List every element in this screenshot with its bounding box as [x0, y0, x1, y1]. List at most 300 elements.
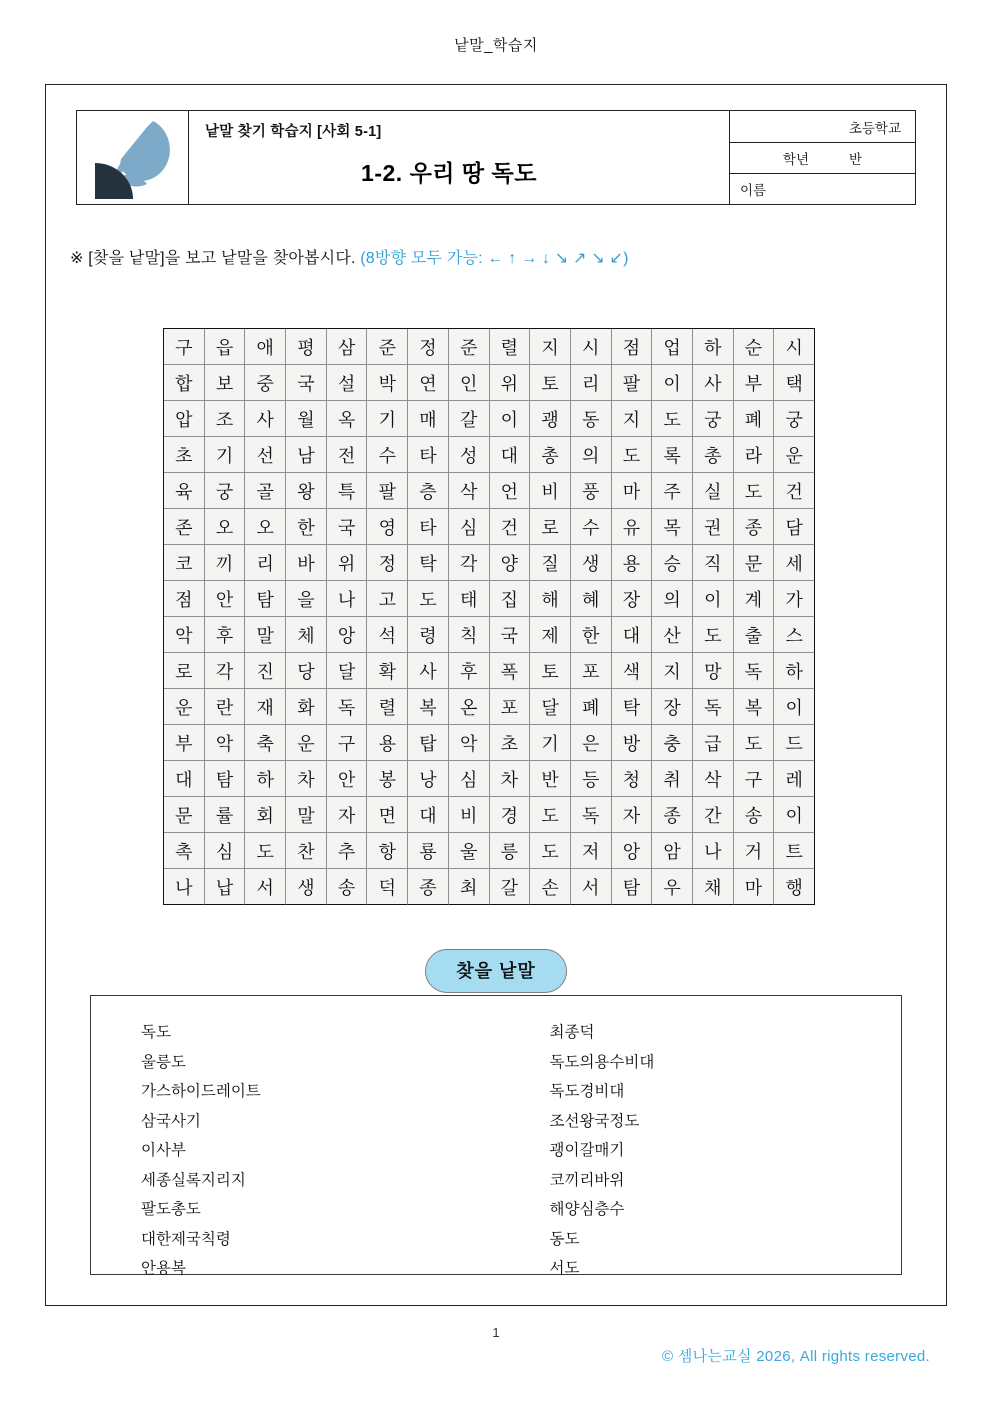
- grid-cell[interactable]: 지: [652, 653, 693, 689]
- grid-cell[interactable]: 생: [286, 869, 327, 905]
- wordlist-column-left: [91, 1018, 493, 1277]
- grid-cell[interactable]: 독: [571, 797, 612, 833]
- grid-cell[interactable]: 탐: [245, 581, 286, 617]
- grid-cell[interactable]: 목: [652, 509, 693, 545]
- grid-cell[interactable]: 사: [245, 401, 286, 437]
- grid-cell[interactable]: 납: [205, 869, 246, 905]
- grid-cell[interactable]: 끼: [205, 545, 246, 581]
- grid-cell[interactable]: 급: [693, 725, 734, 761]
- grid-cell[interactable]: 정: [367, 545, 408, 581]
- grid-cell[interactable]: 확: [367, 653, 408, 689]
- grid-cell[interactable]: 시: [571, 329, 612, 365]
- grid-cell[interactable]: 릉: [490, 833, 531, 869]
- grid-cell[interactable]: 제: [530, 617, 571, 653]
- grid-cell[interactable]: 렬: [367, 689, 408, 725]
- grid-cell[interactable]: 궁: [205, 473, 246, 509]
- grid-cell[interactable]: 탑: [408, 725, 449, 761]
- droplet-leaf-icon: [81, 113, 186, 203]
- grid-cell[interactable]: 부: [164, 725, 205, 761]
- grid-cell[interactable]: 옥: [327, 401, 368, 437]
- grid-cell[interactable]: 악: [205, 725, 246, 761]
- grid-cell[interactable]: 간: [693, 797, 734, 833]
- grid-cell[interactable]: 이: [490, 401, 531, 437]
- wordlist-badge-wrap: [46, 949, 946, 993]
- grid-cell[interactable]: 권: [693, 509, 734, 545]
- grid-cell[interactable]: 지: [530, 329, 571, 365]
- grid-cell[interactable]: 탐: [205, 761, 246, 797]
- grid-cell[interactable]: 한: [286, 509, 327, 545]
- school-info-cell: [730, 110, 916, 205]
- grid-cell[interactable]: 취: [652, 761, 693, 797]
- grid-cell[interactable]: 갈: [449, 401, 490, 437]
- wordlist-item: 괭이갈매기: [549, 1141, 625, 1159]
- grid-cell[interactable]: 대: [612, 617, 653, 653]
- grid-cell[interactable]: 연: [408, 365, 449, 401]
- grid-cell[interactable]: 주: [652, 473, 693, 509]
- wordlist-item: 해양심층수: [549, 1200, 625, 1218]
- grid-cell[interactable]: 종: [734, 509, 775, 545]
- grid-cell[interactable]: 이: [693, 581, 734, 617]
- grid-cell[interactable]: 계: [734, 581, 775, 617]
- grid-cell[interactable]: 순: [734, 329, 775, 365]
- grid-cell[interactable]: 독: [327, 689, 368, 725]
- grid-cell[interactable]: 설: [327, 365, 368, 401]
- wordlist-item: 독도: [141, 1023, 171, 1041]
- grid-cell[interactable]: 거: [734, 833, 775, 869]
- grid-cell[interactable]: 복: [734, 689, 775, 725]
- grid-cell[interactable]: 육: [164, 473, 205, 509]
- grid-cell[interactable]: 령: [408, 617, 449, 653]
- grid-cell[interactable]: 읍: [205, 329, 246, 365]
- grid-cell[interactable]: 문: [734, 545, 775, 581]
- grid-cell[interactable]: 반: [530, 761, 571, 797]
- grid-cell[interactable]: 산: [652, 617, 693, 653]
- grid-cell[interactable]: 문: [164, 797, 205, 833]
- grid-cell[interactable]: 충: [652, 725, 693, 761]
- grid-cell[interactable]: 궁: [693, 401, 734, 437]
- grid-cell[interactable]: 말: [245, 617, 286, 653]
- grid-cell[interactable]: 궁: [774, 401, 815, 437]
- grid-cell[interactable]: 태: [449, 581, 490, 617]
- grid-cell[interactable]: 심: [205, 833, 246, 869]
- grid-cell[interactable]: 정: [408, 329, 449, 365]
- name-label: 이름: [740, 183, 767, 198]
- grid-cell[interactable]: 악: [164, 617, 205, 653]
- grid-cell[interactable]: 우: [652, 869, 693, 905]
- grid-cell[interactable]: 종: [408, 869, 449, 905]
- grid-cell[interactable]: 탐: [612, 869, 653, 905]
- grid-cell[interactable]: 왕: [286, 473, 327, 509]
- grid-cell[interactable]: 라: [734, 437, 775, 473]
- wordlist-item: 코끼리바위: [549, 1170, 625, 1189]
- grid-cell[interactable]: 준: [367, 329, 408, 365]
- grid-cell[interactable]: 해: [530, 581, 571, 617]
- wordlist-item: 울릉도: [141, 1052, 186, 1071]
- grid-cell[interactable]: 자: [327, 797, 368, 833]
- grid-cell[interactable]: 오: [205, 509, 246, 545]
- grid-cell[interactable]: 률: [205, 797, 246, 833]
- grid-cell[interactable]: 존: [164, 509, 205, 545]
- grid-cell[interactable]: 은: [571, 725, 612, 761]
- grid-cell[interactable]: 자: [612, 797, 653, 833]
- grid-cell[interactable]: 용: [367, 725, 408, 761]
- grid-cell[interactable]: 승: [652, 545, 693, 581]
- grid-cell[interactable]: 고: [367, 581, 408, 617]
- grid-cell[interactable]: 앙: [327, 617, 368, 653]
- grid-cell[interactable]: 달: [530, 689, 571, 725]
- grid-cell[interactable]: 재: [245, 689, 286, 725]
- grid-cell[interactable]: 행: [774, 869, 815, 905]
- grid-cell[interactable]: 구: [327, 725, 368, 761]
- grid-cell[interactable]: 각: [449, 545, 490, 581]
- grid-cell[interactable]: 각: [205, 653, 246, 689]
- grid-cell[interactable]: 삼: [327, 329, 368, 365]
- grid-cell[interactable]: 촉: [164, 833, 205, 869]
- grid-cell[interactable]: 이: [774, 797, 815, 833]
- school-row: [730, 110, 916, 142]
- grid-cell[interactable]: 점: [612, 329, 653, 365]
- wordlist-item: 동도: [549, 1229, 580, 1248]
- grid-cell[interactable]: 압: [164, 401, 205, 437]
- grid-cell[interactable]: 렬: [490, 329, 531, 365]
- grid-cell[interactable]: 동: [571, 401, 612, 437]
- grid-cell[interactable]: 스: [774, 617, 815, 653]
- instruction-text: [찾을 낱말]을 보고 낱말을 찾아봅시다.: [88, 250, 356, 267]
- instruction-hint: (8방향 모두 가능: ← ↑ → ↓ ↘ ↗ ↘ ↙): [360, 250, 629, 267]
- grid-cell[interactable]: 타: [408, 509, 449, 545]
- header-table: [76, 110, 916, 205]
- grid-cell[interactable]: 리: [571, 365, 612, 401]
- grid-cell[interactable]: 삭: [449, 473, 490, 509]
- grade-label: 학년: [782, 152, 810, 167]
- grid-cell[interactable]: 합: [164, 365, 205, 401]
- grid-cell[interactable]: 당: [286, 653, 327, 689]
- grid-cell[interactable]: 레: [774, 761, 815, 797]
- grid-cell[interactable]: 건: [490, 509, 531, 545]
- grid-cell[interactable]: 실: [693, 473, 734, 509]
- wordlist-box: [90, 995, 902, 1275]
- grid-cell[interactable]: 장: [612, 581, 653, 617]
- grid-cell[interactable]: 록: [652, 437, 693, 473]
- grid-cell[interactable]: 찬: [286, 833, 327, 869]
- grid-cell[interactable]: 앙: [612, 833, 653, 869]
- grid-cell[interactable]: 도: [530, 797, 571, 833]
- title-cell: [189, 110, 730, 205]
- grid-cell[interactable]: 총: [530, 437, 571, 473]
- grid-cell[interactable]: 가: [774, 581, 815, 617]
- grid-cell[interactable]: 사: [408, 653, 449, 689]
- grid-cell[interactable]: 독: [693, 689, 734, 725]
- grid-cell[interactable]: 부: [734, 365, 775, 401]
- grid-cell[interactable]: 축: [245, 725, 286, 761]
- grid-cell[interactable]: 중: [245, 365, 286, 401]
- grid-cell[interactable]: 팔: [367, 473, 408, 509]
- grid-cell[interactable]: 손: [530, 869, 571, 905]
- grid-cell[interactable]: 대: [490, 437, 531, 473]
- worksheet-sheet: [45, 84, 947, 1306]
- grid-cell[interactable]: 도: [530, 833, 571, 869]
- grid-cell[interactable]: 도: [408, 581, 449, 617]
- grid-cell[interactable]: 수: [571, 509, 612, 545]
- grid-cell[interactable]: 송: [327, 869, 368, 905]
- grid-cell[interactable]: 남: [286, 437, 327, 473]
- page-header: 낱말_학습지: [454, 37, 538, 54]
- grid-cell[interactable]: 골: [245, 473, 286, 509]
- grid-cell[interactable]: 건: [774, 473, 815, 509]
- grid-cell[interactable]: 대: [164, 761, 205, 797]
- grid-cell[interactable]: 차: [490, 761, 531, 797]
- grid-cell[interactable]: 언: [490, 473, 531, 509]
- grid-cell[interactable]: 성: [449, 437, 490, 473]
- grid-cell[interactable]: 폭: [490, 653, 531, 689]
- grid-cell[interactable]: 집: [490, 581, 531, 617]
- grid-cell[interactable]: 팔: [612, 365, 653, 401]
- grid-cell[interactable]: 사: [693, 365, 734, 401]
- grid-cell[interactable]: 토: [530, 365, 571, 401]
- wordlist-column-right: [493, 1018, 902, 1277]
- grid-cell[interactable]: 의: [652, 581, 693, 617]
- grid-cell[interactable]: 말: [286, 797, 327, 833]
- grid-cell[interactable]: 진: [245, 653, 286, 689]
- wordlist-item: 대한제국칙령: [141, 1229, 231, 1248]
- grid-cell[interactable]: 생: [571, 545, 612, 581]
- grid-cell[interactable]: 채: [693, 869, 734, 905]
- grid-cell[interactable]: 로: [164, 653, 205, 689]
- grid-cell[interactable]: 초: [164, 437, 205, 473]
- grid-cell[interactable]: 칙: [449, 617, 490, 653]
- grid-cell[interactable]: 한: [571, 617, 612, 653]
- grid-cell[interactable]: 회: [245, 797, 286, 833]
- grid-cell[interactable]: 업: [652, 329, 693, 365]
- grid-cell[interactable]: 하: [693, 329, 734, 365]
- grid-cell[interactable]: 망: [693, 653, 734, 689]
- grid-cell[interactable]: 안: [327, 761, 368, 797]
- wordlist-item: 독도경비대: [549, 1082, 625, 1100]
- grid-cell[interactable]: 청: [612, 761, 653, 797]
- grid-cell[interactable]: 월: [286, 401, 327, 437]
- grid-cell[interactable]: 탁: [612, 689, 653, 725]
- grid-cell[interactable]: 기: [367, 401, 408, 437]
- grid-cell[interactable]: 구: [164, 329, 205, 365]
- name-row: [730, 174, 916, 205]
- grid-cell[interactable]: 송: [734, 797, 775, 833]
- grid-cell[interactable]: 울: [449, 833, 490, 869]
- grid-cell[interactable]: 국: [327, 509, 368, 545]
- grid-cell[interactable]: 위: [327, 545, 368, 581]
- grid-cell[interactable]: 대: [408, 797, 449, 833]
- instruction-line: [70, 245, 629, 268]
- grid-cell[interactable]: 용: [612, 545, 653, 581]
- instruction-mark: ※: [70, 250, 84, 267]
- grid-cell[interactable]: 석: [367, 617, 408, 653]
- grid-cell[interactable]: 온: [449, 689, 490, 725]
- grid-cell[interactable]: 국: [490, 617, 531, 653]
- grid-cell[interactable]: 후: [205, 617, 246, 653]
- grid-cell[interactable]: 최: [449, 869, 490, 905]
- grid-cell[interactable]: 이: [652, 365, 693, 401]
- grid-cell[interactable]: 복: [408, 689, 449, 725]
- grid-cell[interactable]: 혜: [571, 581, 612, 617]
- grid-cell[interactable]: 선: [245, 437, 286, 473]
- grid-cell[interactable]: 종: [652, 797, 693, 833]
- grid-cell[interactable]: 지: [612, 401, 653, 437]
- grid-cell[interactable]: 장: [652, 689, 693, 725]
- copyright-notice: © 셈나는교실 2026, All rights reserved.: [662, 1348, 930, 1365]
- grid-cell[interactable]: 룡: [408, 833, 449, 869]
- grid-cell[interactable]: 준: [449, 329, 490, 365]
- grid-cell[interactable]: 구: [734, 761, 775, 797]
- wordlist-item: 서도: [549, 1259, 580, 1277]
- grid-cell[interactable]: 방: [612, 725, 653, 761]
- grid-cell[interactable]: 드: [774, 725, 815, 761]
- grid-cell[interactable]: 후: [449, 653, 490, 689]
- grid-cell[interactable]: 세: [774, 545, 815, 581]
- grid-cell[interactable]: 수: [367, 437, 408, 473]
- grid-cell[interactable]: 달: [327, 653, 368, 689]
- grid-cell[interactable]: 의: [571, 437, 612, 473]
- grid-cell[interactable]: 마: [612, 473, 653, 509]
- grid-cell[interactable]: 조: [205, 401, 246, 437]
- grid-cell[interactable]: 기: [530, 725, 571, 761]
- grid-cell[interactable]: 풍: [571, 473, 612, 509]
- grid-cell[interactable]: 직: [693, 545, 734, 581]
- grid-cell[interactable]: 운: [774, 437, 815, 473]
- grid-cell[interactable]: 악: [449, 725, 490, 761]
- grid-cell[interactable]: 서: [245, 869, 286, 905]
- page-title: 1-2. 우리 땅 독도: [361, 160, 537, 186]
- grade-class-row: [730, 142, 916, 174]
- grid-cell[interactable]: 담: [774, 509, 815, 545]
- grid-cell[interactable]: 체: [286, 617, 327, 653]
- wordlist-item: 삼국사기: [141, 1111, 201, 1130]
- grid-cell[interactable]: 유: [612, 509, 653, 545]
- grid-cell[interactable]: 보: [205, 365, 246, 401]
- grid-cell[interactable]: 매: [408, 401, 449, 437]
- grid-cell[interactable]: 애: [245, 329, 286, 365]
- grid-cell[interactable]: 암: [652, 833, 693, 869]
- logo-cell: [76, 110, 189, 205]
- grid-cell[interactable]: 심: [449, 761, 490, 797]
- grid-cell[interactable]: 항: [367, 833, 408, 869]
- grid-cell[interactable]: 총: [693, 437, 734, 473]
- grid-cell[interactable]: 운: [164, 689, 205, 725]
- grid-cell[interactable]: 색: [612, 653, 653, 689]
- class-label: 반: [849, 152, 863, 167]
- grid-cell[interactable]: 갈: [490, 869, 531, 905]
- grid-cell[interactable]: 리: [245, 545, 286, 581]
- grid-cell[interactable]: 인: [449, 365, 490, 401]
- grid-cell[interactable]: 심: [449, 509, 490, 545]
- grid-cell[interactable]: 이: [774, 689, 815, 725]
- wordlist-badge: 찾을 낱말: [425, 949, 567, 993]
- grid-cell[interactable]: 국: [286, 365, 327, 401]
- grid-cell[interactable]: 차: [286, 761, 327, 797]
- grid-cell[interactable]: 포: [490, 689, 531, 725]
- school-label: 초등학교: [848, 120, 901, 136]
- grid-cell[interactable]: 코: [164, 545, 205, 581]
- grid-cell[interactable]: 초: [490, 725, 531, 761]
- grid-cell[interactable]: 폐: [734, 401, 775, 437]
- grid-cell[interactable]: 바: [286, 545, 327, 581]
- grid-cell[interactable]: 토: [530, 653, 571, 689]
- subject-label: 낱말 찾기 학습지 [사회 5-1]: [205, 124, 382, 140]
- grid-cell[interactable]: 괭: [530, 401, 571, 437]
- grid-cell[interactable]: 도: [612, 437, 653, 473]
- grid-cell[interactable]: 트: [774, 833, 815, 869]
- word-search-grid[interactable]: [163, 328, 815, 905]
- grid-cell[interactable]: 도: [652, 401, 693, 437]
- grid-cell[interactable]: 경: [490, 797, 531, 833]
- grid-cell[interactable]: 나: [327, 581, 368, 617]
- grid-cell[interactable]: 질: [530, 545, 571, 581]
- grid-cell[interactable]: 도: [734, 473, 775, 509]
- grid-cell[interactable]: 점: [164, 581, 205, 617]
- grid-cell[interactable]: 전: [327, 437, 368, 473]
- grid-cell[interactable]: 덕: [367, 869, 408, 905]
- grid-cell[interactable]: 평: [286, 329, 327, 365]
- grid-cell[interactable]: 화: [286, 689, 327, 725]
- grid-cell[interactable]: 하: [245, 761, 286, 797]
- grid-cell[interactable]: 운: [286, 725, 327, 761]
- grid-cell[interactable]: 을: [286, 581, 327, 617]
- grid-cell[interactable]: 비: [530, 473, 571, 509]
- grid-cell[interactable]: 낭: [408, 761, 449, 797]
- grid-cell[interactable]: 저: [571, 833, 612, 869]
- grid-cell[interactable]: 층: [408, 473, 449, 509]
- grid-cell[interactable]: 추: [327, 833, 368, 869]
- grid-cell[interactable]: 박: [367, 365, 408, 401]
- wordlist-item: 세종실록지리지: [141, 1170, 246, 1189]
- page-number: 1: [492, 1325, 500, 1340]
- grid-cell[interactable]: 안: [205, 581, 246, 617]
- grid-cell[interactable]: 포: [571, 653, 612, 689]
- grid-cell[interactable]: 양: [490, 545, 531, 581]
- grid-cell[interactable]: 하: [774, 653, 815, 689]
- wordlist-item: 가스하이드레이트: [141, 1082, 261, 1100]
- grid-cell[interactable]: 도: [693, 617, 734, 653]
- grid-cell[interactable]: 위: [490, 365, 531, 401]
- grid-cell[interactable]: 탁: [408, 545, 449, 581]
- grid-cell[interactable]: 등: [571, 761, 612, 797]
- wordlist-item: 안용복: [141, 1259, 186, 1277]
- grid-cell[interactable]: 택: [774, 365, 815, 401]
- grid-cell[interactable]: 독: [734, 653, 775, 689]
- wordlist-item: 독도의용수비대: [549, 1052, 655, 1071]
- grid-cell[interactable]: 영: [367, 509, 408, 545]
- grid-cell[interactable]: 나: [164, 869, 205, 905]
- grid-cell[interactable]: 비: [449, 797, 490, 833]
- grid-cell[interactable]: 폐: [571, 689, 612, 725]
- grid-cell[interactable]: 특: [327, 473, 368, 509]
- grid-cell[interactable]: 시: [774, 329, 815, 365]
- grid-cell[interactable]: 도: [245, 833, 286, 869]
- grid-cell[interactable]: 도: [734, 725, 775, 761]
- grid-cell[interactable]: 출: [734, 617, 775, 653]
- grid-cell[interactable]: 오: [245, 509, 286, 545]
- grid-cell[interactable]: 서: [571, 869, 612, 905]
- grid-cell[interactable]: 면: [367, 797, 408, 833]
- grid-cell[interactable]: 마: [734, 869, 775, 905]
- wordlist-item: 이사부: [141, 1141, 186, 1159]
- wordlist-item: 팔도총도: [141, 1200, 201, 1218]
- grid-cell[interactable]: 나: [693, 833, 734, 869]
- grid-cell[interactable]: 기: [205, 437, 246, 473]
- grid-cell[interactable]: 로: [530, 509, 571, 545]
- grid-cell[interactable]: 란: [205, 689, 246, 725]
- grid-cell[interactable]: 봉: [367, 761, 408, 797]
- grid-cell[interactable]: 삭: [693, 761, 734, 797]
- grid-cell[interactable]: 타: [408, 437, 449, 473]
